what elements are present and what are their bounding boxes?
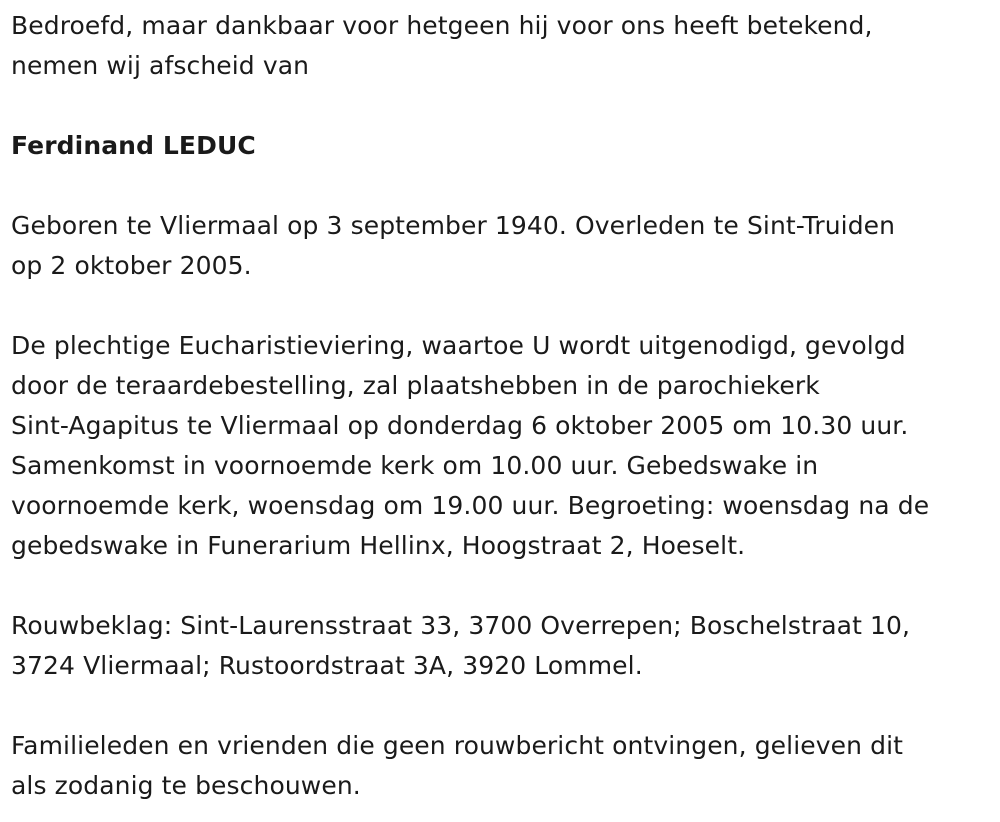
deceased-name: Ferdinand LEDUC bbox=[11, 131, 256, 160]
obituary-notice bbox=[11, 6, 991, 806]
ceremony-line-3: Sint-Agapitus te Vliermaal op donderdag 6 oktober 2005 om 10.30 uur. bbox=[11, 411, 909, 440]
closing-line-2: als zodanig te beschouwen. bbox=[11, 771, 361, 800]
ceremony-line-6: gebedswake in Funerarium Hellinx, Hoogstraat 2, Hoeselt. bbox=[11, 531, 746, 560]
ceremony-line-5: voornoemde kerk, woensdag om 19.00 uur. Begroeting: woensdag na de bbox=[11, 491, 930, 520]
closing-paragraph bbox=[11, 726, 991, 806]
condolences-paragraph bbox=[11, 606, 991, 686]
condolences-line-2: 3724 Vliermaal; Rustoordstraat 3A, 3920 Lommel. bbox=[11, 651, 643, 680]
condolences-line-1: Rouwbeklag: Sint-Laurensstraat 33, 3700 Overrepen; Boschelstraat 10, bbox=[11, 611, 911, 640]
birth-death-line-2: op 2 oktober 2005. bbox=[11, 251, 252, 280]
intro-line-2: nemen wij afscheid van bbox=[11, 51, 310, 80]
intro-paragraph bbox=[11, 6, 991, 86]
birth-death-line-1: Geboren te Vliermaal op 3 september 1940. Overleden te Sint-Truiden bbox=[11, 211, 896, 240]
birth-death-paragraph bbox=[11, 206, 991, 286]
ceremony-line-4: Samenkomst in voornoemde kerk om 10.00 uur. Gebedswake in bbox=[11, 451, 819, 480]
ceremony-line-1: De plechtige Eucharistieviering, waartoe U wordt uitgenodigd, gevolgd bbox=[11, 331, 906, 360]
ceremony-line-2: door de teraardebestelling, zal plaatshebben in de parochiekerk bbox=[11, 371, 820, 400]
ceremony-paragraph bbox=[11, 326, 991, 566]
deceased-name-paragraph bbox=[11, 126, 991, 166]
intro-line-1: Bedroefd, maar dankbaar voor hetgeen hij voor ons heeft betekend, bbox=[11, 11, 873, 40]
closing-line-1: Familieleden en vrienden die geen rouwbericht ontvingen, gelieven dit bbox=[11, 731, 904, 760]
